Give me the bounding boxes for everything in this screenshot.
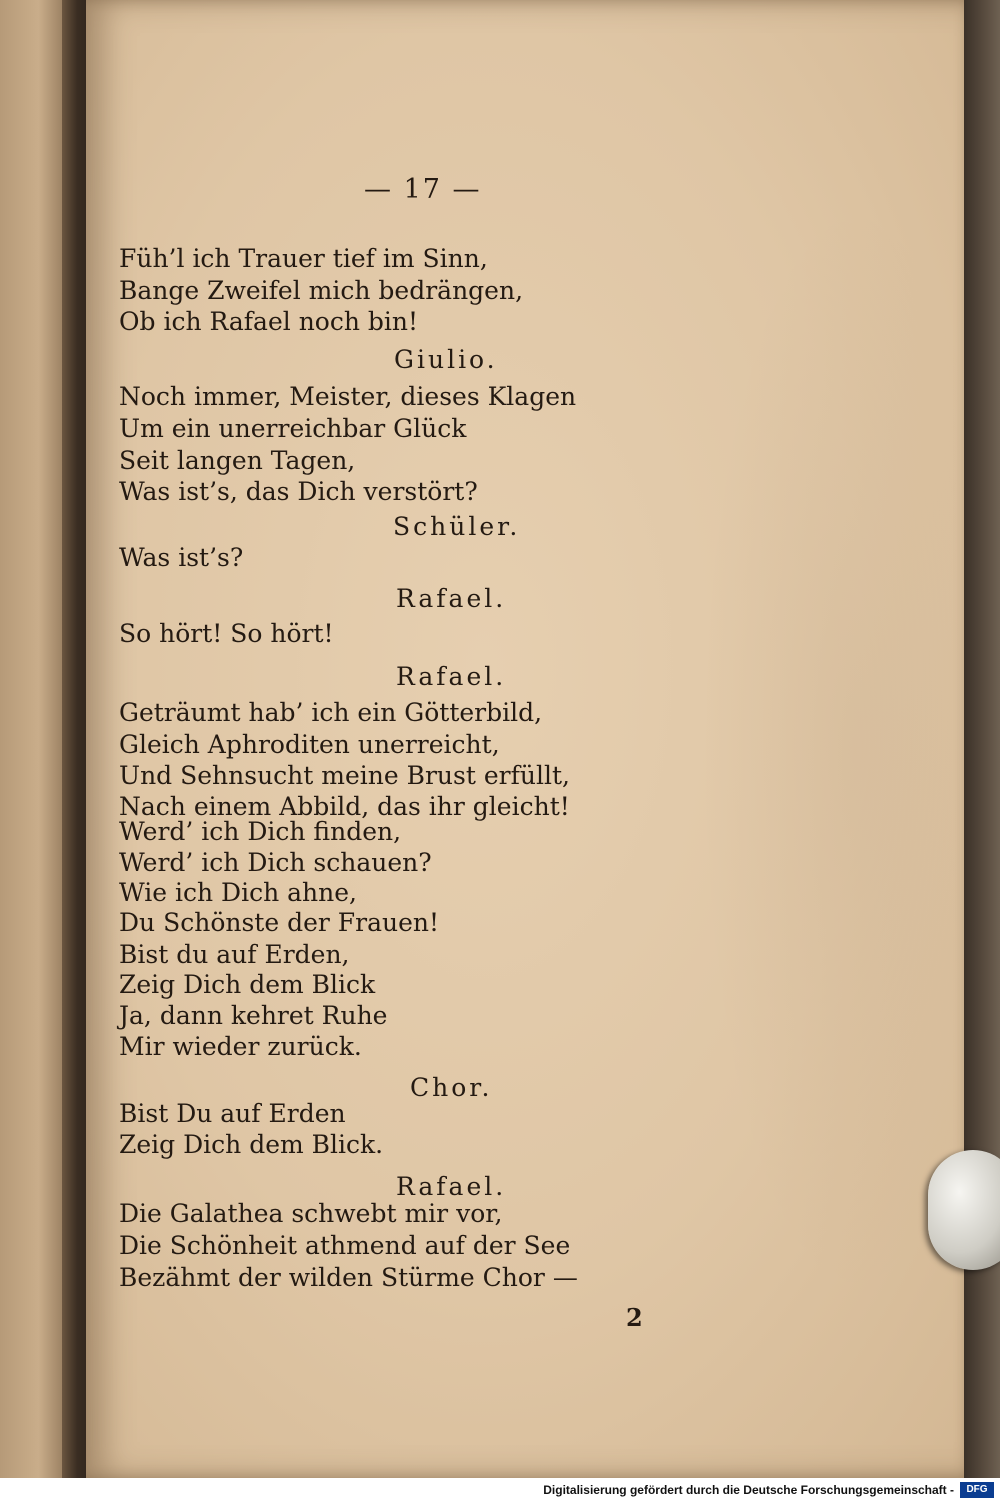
verse-line: Was ist’s, das Dich verstört?: [119, 477, 478, 506]
verse-line: Zeig Dich dem Blick.: [119, 1130, 384, 1159]
verse-line: So hört! So hört!: [119, 619, 334, 648]
verse-line: Bist Du auf Erden: [119, 1099, 346, 1128]
verse-line: Und Sehnsucht meine Brust erfüllt,: [119, 761, 570, 790]
verse-line: Werd’ ich Dich schauen?: [119, 848, 432, 877]
speaker-name: Schüler.: [393, 512, 521, 541]
verse-line: Wie ich Dich ahne,: [119, 878, 357, 907]
verse-line: Bezähmt der wilden Stürme Chor —: [119, 1263, 578, 1292]
speaker-name: Giulio.: [394, 345, 498, 374]
verse-line: Zeig Dich dem Blick: [119, 970, 376, 999]
speaker-name: Chor.: [410, 1073, 493, 1102]
verse-line: Gleich Aphroditen unerreicht,: [119, 730, 500, 759]
verse-line: Was ist’s?: [119, 543, 244, 572]
previous-leaf-edge: [0, 0, 70, 1478]
dfg-logo: DFG: [960, 1482, 994, 1498]
speaker-name: Rafael.: [396, 662, 507, 691]
verse-line: Die Schönheit athmend auf der See: [119, 1231, 571, 1260]
verse-line: Ob ich Rafael noch bin!: [119, 307, 419, 336]
verse-line: Geträumt hab’ ich ein Götterbild,: [119, 698, 543, 727]
verse-line: Nach einem Abbild, das ihr gleicht!: [119, 792, 570, 821]
page-weight-clip: [928, 1150, 1000, 1270]
verse-line: Seit langen Tagen,: [119, 446, 356, 475]
digitization-footer: [0, 1478, 1000, 1502]
verse-line: Bist du auf Erden,: [119, 940, 350, 969]
verse-line: Du Schönste der Frauen!: [119, 908, 440, 937]
verse-line: Bange Zweifel mich bedrängen,: [119, 276, 524, 305]
verse-line: Ja, dann kehret Ruhe: [119, 1001, 388, 1030]
verse-line: Die Galathea schwebt mir vor,: [119, 1199, 503, 1228]
speaker-name: Rafael.: [396, 584, 507, 613]
verse-line: Füh’l ich Trauer tief im Sinn,: [119, 244, 488, 273]
verse-line: Um ein unerreichbar Glück: [119, 414, 467, 443]
speaker-name: Rafael.: [396, 1172, 507, 1201]
verse-line: Werd’ ich Dich finden,: [119, 817, 402, 846]
funding-credit: Digitalisierung gefördert durch die Deutsche Forschungsgemeinschaft -: [543, 1483, 954, 1497]
page-number: — 17 —: [364, 174, 482, 205]
verse-line: Noch immer, Meister, dieses Klagen: [119, 382, 577, 411]
signature-mark: 2: [626, 1303, 643, 1332]
verse-line: Mir wieder zurück.: [119, 1032, 362, 1061]
show-through-shadow: [700, 200, 960, 1300]
